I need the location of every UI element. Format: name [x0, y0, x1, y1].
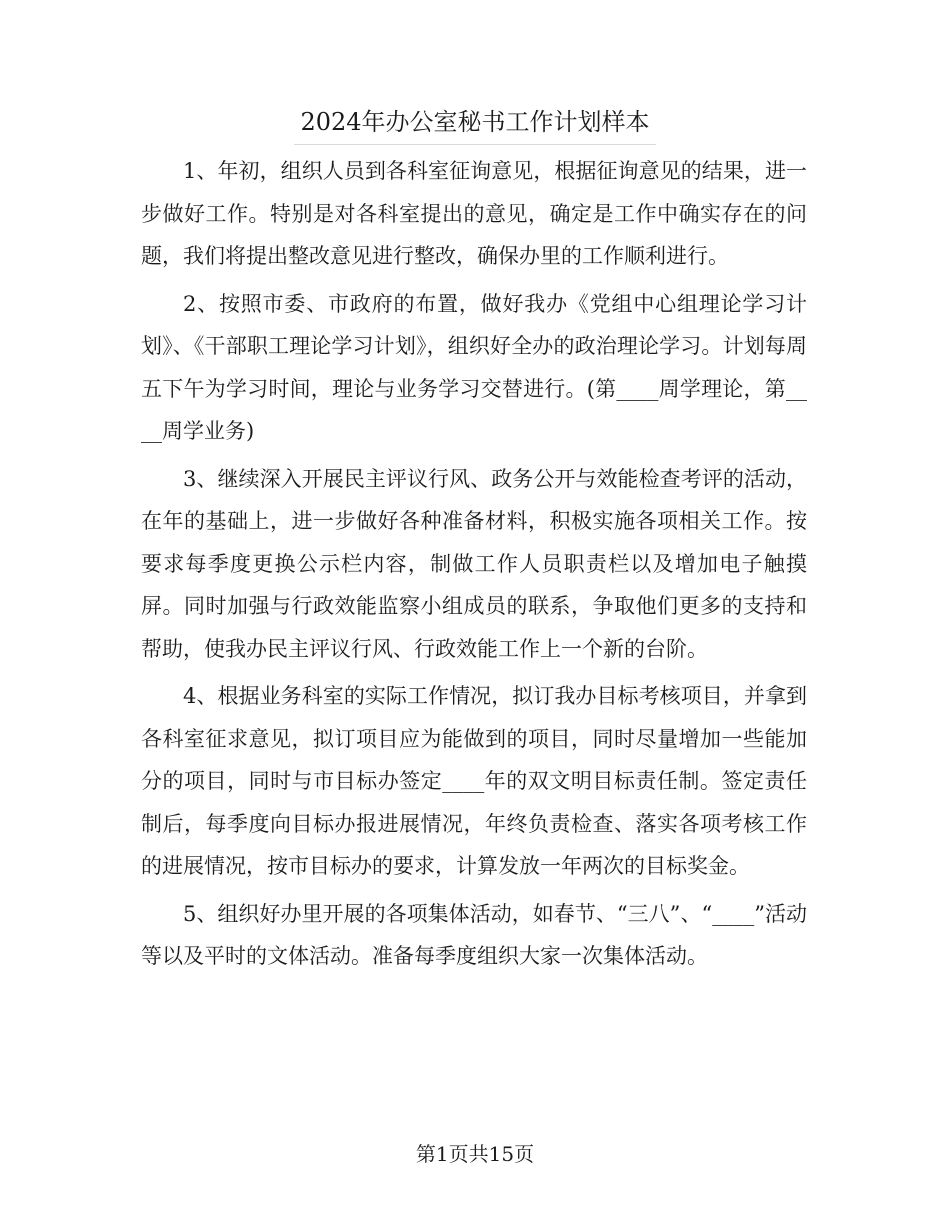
document-title-container [0, 100, 950, 145]
document-body [141, 150, 807, 983]
document-title: 2024年办公室秘书工作计划样本 [294, 100, 655, 145]
paragraph-4: 4、根据业务科室的实际工作情况，拟订我办目标考核项目，并拿到各科室征求意见，拟订项目应为能做到的项目，同时尽量增加一些能加分的项目，同时与市目标办签定____年的双文明目标责任制。签定责任制后，每季度向目标办报进展情况，年终负责检查、落实各项考核工作的进展情况，按市目标办的要求，计算发放一年两次的目标奖金。 [141, 684, 807, 878]
paragraph-1: 1、年初，组织人员到各科室征询意见，根据征询意见的结果，进一步做好工作。特别是对各科室提出的意见，确定是工作中确实存在的问题，我们将提出整改意见进行整改，确保办里的工作顺利进行。 [141, 159, 807, 268]
page-number: 第1页共15页 [415, 1142, 535, 1166]
paragraph-2: 2、按照市委、市政府的布置，做好我办《党组中心组理论学习计划》、《干部职工理论学习计划》，组织好全办的政治理论学习。计划每周五下午为学习时间，理论与业务学习交替进行。(第____周学理论，第____周学业务) [141, 291, 807, 443]
paragraph-5: 5、组织好办里开展的各项集体活动，如春节、“三八”、“____”活动等以及平时的文体活动。准备每季度组织大家一次集体活动。 [141, 901, 807, 968]
paragraph-3: 3、继续深入开展民主评议行风、政务公开与效能检查考评的活动，在年的基础上，进一步做好各种准备材料，积极实施各项相关工作。按要求每季度更换公示栏内容，制做工作人员职责栏以及增加电子触摸屏。同时加强与行政效能监察小组成员的联系，争取他们更多的支持和帮助，使我办民主评议行风、行政效能工作上一个新的台阶。 [141, 466, 807, 661]
